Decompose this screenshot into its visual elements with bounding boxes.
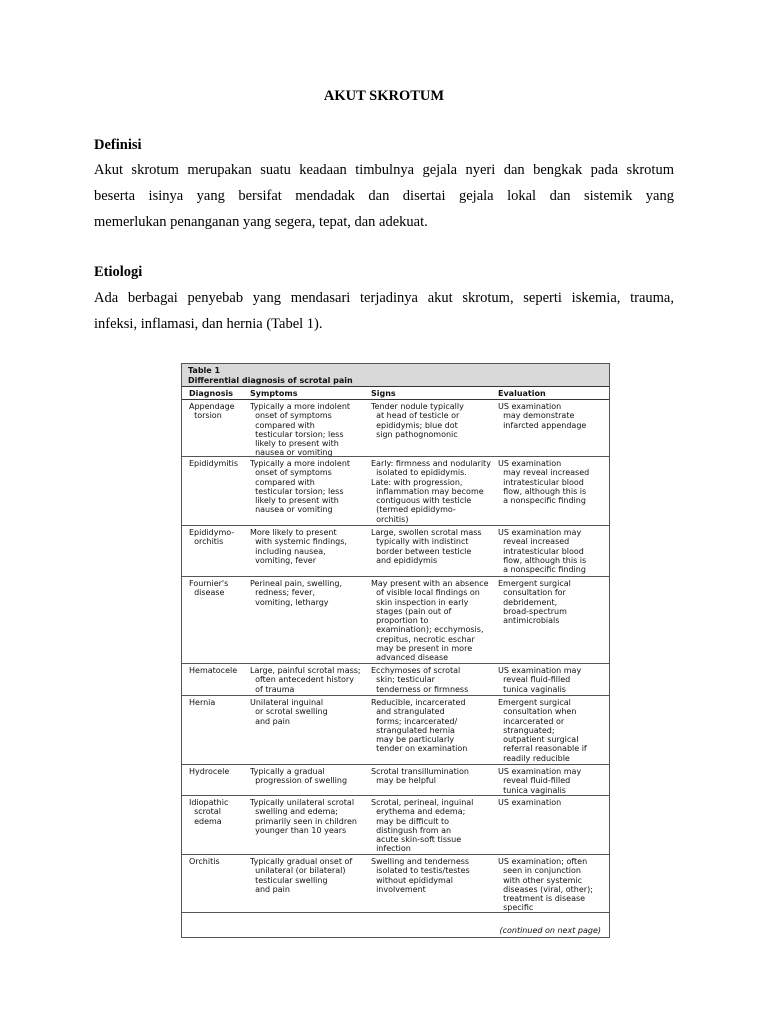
definisi-paragraph <box>94 157 674 235</box>
etiologi-line: infeksi, inflamasi, dan hernia (Tabel 1). <box>94 316 323 332</box>
cell-evaluation: US examination may reveal increased intratesticular blood flow, although this is a nonspecific finding <box>498 528 587 575</box>
cell-signs: Ecchymoses of scrotal skin; testicular tenderness or firmness <box>371 666 469 694</box>
document-title: AKUT SKROTUM <box>323 88 445 104</box>
cell-evaluation: US examination may reveal fluid-filled tunica vaginalis <box>498 666 582 694</box>
definisi-line: beserta isinya yang bersifat mendadak dan disertai gejala lokal dan sistemik yang <box>94 188 674 204</box>
header-symptoms: Symptoms <box>250 389 298 398</box>
etiologi-heading: Etiologi <box>94 264 143 280</box>
cell-symptoms: Typically a gradual progression of swelling <box>250 767 348 786</box>
header-evaluation: Evaluation <box>498 389 546 398</box>
cell-diagnosis: Hematocele <box>189 666 238 675</box>
cell-signs: Early: firmness and nodularity isolated to epididymis. Late: with progression, inflammation may become contiguous with testicle (termed epididymo- orchitis) <box>371 459 491 524</box>
cell-signs: Reducible, incarcerated and strangulated forms; incarcerated/ strangulated hernia may be particularly tender on examination <box>371 698 468 754</box>
table-caption-block <box>182 364 609 387</box>
cell-signs: Swelling and tenderness isolated to testis/testes without epididymal involvement <box>371 857 470 894</box>
table-row <box>182 664 609 696</box>
cell-diagnosis: Hydrocele <box>189 767 230 776</box>
cell-diagnosis: Epididymitis <box>189 459 239 468</box>
cell-diagnosis: Orchitis <box>189 857 220 866</box>
etiologi-line: Ada berbagai penyebab yang mendasari terjadinya akut skrotum, seperti iskemia, trauma, <box>94 290 674 306</box>
cell-evaluation: US examination; often seen in conjunction with other systemic diseases (viral, other); treatment is disease specific <box>498 857 593 913</box>
cell-diagnosis: Idiopathic scrotal edema <box>189 798 229 826</box>
table-figure <box>181 363 610 938</box>
cell-symptoms: Unilateral inguinal or scrotal swelling and pain <box>250 698 328 726</box>
cell-diagnosis: Hernia <box>189 698 216 707</box>
table-row <box>182 577 609 664</box>
table-label: Table 1 <box>188 366 221 375</box>
cell-diagnosis: Epididymo- orchitis <box>189 528 235 547</box>
definisi-line: memerlukan penanganan yang segera, tepat, dan adekuat. <box>94 214 428 230</box>
cell-symptoms: Typically a more indolent onset of symptoms compared with testicular torsion; less likely to present with nausea or vomiting <box>250 402 351 458</box>
cell-evaluation: US examination may reveal fluid-filled tunica vaginalis <box>498 767 582 795</box>
cell-evaluation: US examination <box>498 798 562 807</box>
cell-symptoms: Typically a more indolent onset of symptoms compared with testicular torsion; less likely to present with nausea or vomiting <box>250 459 351 515</box>
table-row <box>182 696 609 765</box>
table-row <box>182 796 609 855</box>
etiologi-paragraph <box>94 285 674 337</box>
cell-symptoms: Large, painful scrotal mass; often antecedent history of trauma <box>250 666 361 694</box>
table-continued-note: (continued on next page) <box>499 925 601 935</box>
cell-signs: Tender nodule typically at head of testicle or epididymis; blue dot sign pathognomonic <box>371 402 464 439</box>
table-row <box>182 526 609 577</box>
cell-signs: May present with an absence of visible local findings on skin inspection in early stages (pain out of proportion to examination); ecchymosis, crepitus, necrotic eschar may be present in more advanced disease <box>371 579 489 663</box>
table-row <box>182 765 609 796</box>
table-row <box>182 400 609 457</box>
cell-diagnosis: Fournier's disease <box>189 579 229 598</box>
cell-evaluation: US examination may demonstrate infarcted appendage <box>498 402 587 430</box>
cell-symptoms: Perineal pain, swelling, redness; fever, vomiting, lethargy <box>250 579 342 607</box>
header-diagnosis: Diagnosis <box>189 389 233 398</box>
table-row <box>182 457 609 526</box>
cell-signs: Scrotal transillumination may be helpful <box>371 767 469 786</box>
cell-evaluation: US examination may reveal increased intratesticular blood flow, although this is a nonspecific finding <box>498 459 590 506</box>
cell-symptoms: Typically gradual onset of unilateral (or bilateral) testicular swelling and pain <box>250 857 353 894</box>
table-header-row <box>182 387 609 400</box>
cell-signs: Large, swollen scrotal mass typically with indistinct border between testicle and epididymis <box>371 528 482 565</box>
table-row <box>182 855 609 913</box>
cell-evaluation: Emergent surgical consultation for debridement, broad-spectrum antimicrobials <box>498 579 571 626</box>
table-caption: Differential diagnosis of scrotal pain <box>188 375 353 385</box>
cell-symptoms: More likely to present with systemic findings, including nausea, vomiting, fever <box>250 528 347 565</box>
cell-signs: Scrotal, perineal, inguinal erythema and edema; may be difficult to distingush from an acute skin-soft tissue infection <box>371 798 474 854</box>
cell-evaluation: Emergent surgical consultation when incarcerated or stranguated; outpatient surgical referral reasonable if readily reducible <box>498 698 587 763</box>
definisi-line: Akut skrotum merupakan suatu keadaan timbulnya gejala nyeri dan bengkak pada skrotum <box>94 162 674 178</box>
cell-diagnosis: Appendage torsion <box>189 402 235 421</box>
header-signs: Signs <box>371 389 396 398</box>
cell-symptoms: Typically unilateral scrotal swelling and edema; primarily seen in children younger than 10 years <box>250 798 357 835</box>
definisi-heading: Definisi <box>94 137 142 153</box>
